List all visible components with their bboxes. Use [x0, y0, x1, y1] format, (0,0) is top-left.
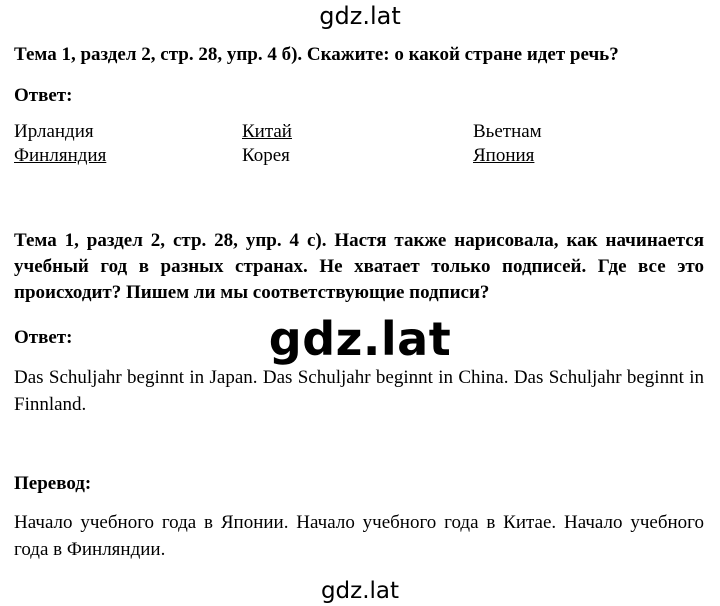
task1-question: Тема 1, раздел 2, стр. 28, упр. 4 б). Скажите: о какой стране идет речь? [14, 44, 619, 65]
task1-answer-label: Ответ: [14, 85, 73, 106]
task2-answer-label: Ответ: [14, 327, 73, 348]
country-korea: Корея [242, 145, 290, 166]
country-ireland: Ирландия [14, 121, 94, 142]
country-vietnam: Вьетнам [473, 121, 542, 142]
country-china: Китай [242, 121, 292, 142]
country-japan: Япония [473, 145, 535, 166]
task2-translation-label: Перевод: [14, 473, 92, 494]
country-list [14, 120, 704, 172]
watermark-middle: gdz.lat [268, 312, 452, 366]
watermark-bottom: gdz.lat [320, 578, 400, 604]
country-finland: Финляндия [14, 145, 107, 166]
task2-answer-text: Das Schuljahr beginnt in Japan. Das Schuljahr beginnt in China. Das Schuljahr beginnt in Finnland. [14, 367, 704, 415]
task2-translation-text: Начало учебного года в Японии. Начало учебного года в Китае. Начало учебного года в Финляндии. [14, 512, 704, 560]
task2-question: Тема 1, раздел 2, стр. 28, упр. 4 с). Настя также нарисовала, как начинается учебный год в разных странах. Не хватает только подписей. Где все это происходит? Пишем ли мы соответствующие подписи? [14, 230, 704, 303]
watermark-top: gdz.lat [319, 2, 401, 30]
